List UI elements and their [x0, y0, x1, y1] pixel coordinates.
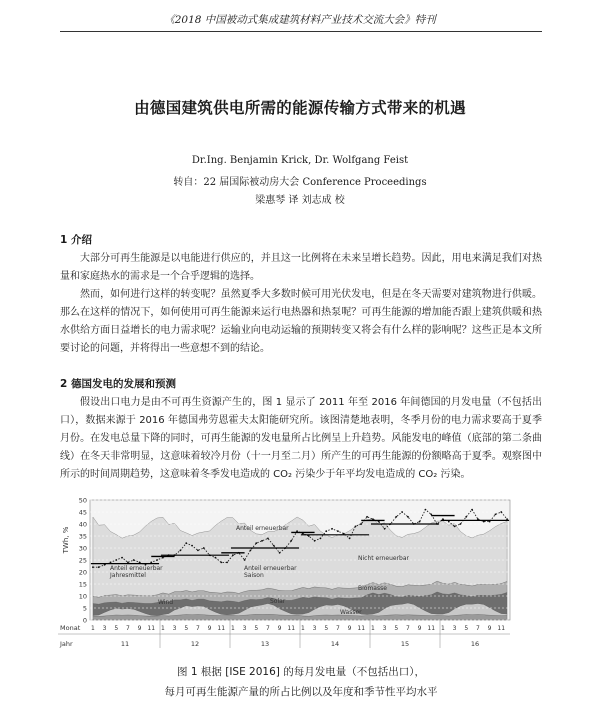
figure-caption-line-2: 每月可再生能源产量的所占比例以及年度和季节性平均水平	[164, 686, 438, 698]
x-year-label-2: 13	[260, 640, 270, 648]
x-year-label-4: 15	[400, 640, 410, 648]
x-month-tick-29: 11	[427, 625, 436, 632]
chart-annotation-0: Anteil erneuerbar	[236, 525, 289, 532]
chart-annotation-1-line-1: Jahresmittel	[110, 572, 146, 579]
x-month-tick-2: 5	[114, 625, 119, 632]
y-tick-label-9: 45	[78, 508, 87, 517]
x-month-tick-23: 11	[357, 625, 366, 632]
renewable-share-point-16	[185, 542, 187, 544]
x-month-tick-26: 5	[394, 625, 399, 632]
renewable-share-point-62	[454, 526, 456, 528]
figure-caption-line-1: 图 1 根据 [ISE 2016] 的每月发电量（不包括出口），	[177, 666, 425, 678]
y-tick-label-8: 40	[78, 520, 87, 529]
x-month-tick-32: 5	[464, 625, 469, 632]
renewable-share-point-41	[331, 528, 333, 530]
x-month-tick-31: 3	[452, 625, 457, 632]
x-year-label-1: 12	[190, 640, 200, 648]
x-month-tick-12: 1	[231, 625, 235, 632]
section-1-body	[60, 250, 542, 358]
renewable-share-point-39	[320, 538, 322, 540]
x-month-tick-16: 9	[277, 625, 282, 632]
chart-annotation-1: Anteil erneuerbar	[110, 565, 163, 572]
x-month-tick-18: 1	[301, 625, 305, 632]
y-tick-label-7: 35	[78, 532, 87, 541]
x-month-tick-4: 9	[137, 625, 142, 632]
y-tick-label-2: 10	[78, 592, 87, 601]
renewable-share-point-22	[220, 562, 222, 564]
renewable-share-point-24	[232, 554, 234, 556]
y-tick-label-0: 0	[82, 616, 87, 625]
x-month-tick-14: 5	[254, 625, 259, 632]
x-month-tick-34: 9	[487, 625, 492, 632]
running-header: 《2018 中国被动式集成建筑材料产业技术交流大会》特刊	[164, 14, 436, 26]
y-tick-label-5: 25	[78, 556, 87, 565]
renewable-share-point-56	[419, 521, 421, 523]
chart-annotation-4: Biomasse	[358, 585, 387, 592]
x-year-label-5: 16	[470, 640, 480, 648]
chart-annotation-5: Wind	[158, 599, 174, 606]
header-rule	[60, 31, 542, 32]
x-month-tick-10: 9	[207, 625, 212, 632]
monthly-generation-chart	[58, 496, 520, 652]
x-month-tick-1: 3	[102, 625, 107, 632]
y-tick-label-6: 30	[78, 544, 87, 553]
renewable-share-point-40	[325, 530, 327, 532]
renewable-share-point-47	[366, 516, 368, 518]
renewable-share-point-53	[401, 511, 403, 513]
x-month-tick-13: 3	[242, 625, 247, 632]
renewable-share-point-26	[244, 559, 246, 561]
renewable-share-point-46	[360, 523, 362, 525]
renewable-share-point-17	[191, 545, 193, 547]
x-month-tick-20: 5	[324, 625, 329, 632]
article-authors: Dr.Ing. Benjamin Krick, Dr. Wolfgang Feist	[191, 155, 409, 166]
x-row-label-month: Monat	[60, 624, 81, 632]
renewable-share-point-50	[384, 528, 386, 530]
x-month-tick-30: 1	[441, 625, 445, 632]
renewable-share-point-11	[156, 559, 158, 561]
renewable-share-point-38	[314, 540, 316, 542]
x-month-tick-6: 1	[161, 625, 165, 632]
renewable-share-point-18	[197, 550, 199, 552]
x-month-tick-19: 3	[312, 625, 317, 632]
renewable-share-point-45	[355, 526, 357, 528]
x-month-tick-11: 11	[217, 625, 226, 632]
renewable-share-point-52	[395, 516, 397, 518]
renewable-share-point-69	[495, 514, 497, 516]
renewable-share-point-7	[133, 559, 135, 561]
renewable-share-point-5	[121, 557, 123, 559]
article-translators: 梁惠琴 译 刘志成 校	[255, 195, 345, 206]
section-1-paragraph-1: 大部分可再生能源是以电能进行供应的，并且这一比例将在未来呈增长趋势。因此，用电来满足我们对热量和家庭热水的需求是一个合乎逻辑的选择。	[60, 253, 542, 282]
x-month-tick-17: 11	[287, 625, 296, 632]
x-month-tick-27: 7	[406, 625, 410, 632]
renewable-share-point-4	[115, 559, 117, 561]
renewable-share-point-32	[279, 552, 281, 554]
renewable-share-point-30	[267, 538, 269, 540]
x-month-tick-22: 9	[347, 625, 352, 632]
x-month-tick-8: 5	[184, 625, 189, 632]
chart-annotation-3: Nicht erneuerbar	[358, 555, 409, 562]
renewable-share-point-65	[471, 509, 473, 511]
x-month-tick-33: 7	[476, 625, 480, 632]
section-1-paragraph-2: 然而，如何进行这样的转变呢？虽然夏季大多数时候可用光伏发电，但是在冬天需要对建筑物进行供暖。那么在这样的情况下，如何使用可再生能源来运行电热器和热泵呢？可再生能源的增加能否跟上建筑供暖和热水供给方面日益增长的电力需求呢？运输业向电动运输的预期转变又将会有什么样的影响呢？这些正是本文所要讨论的问题，并将得出一些意想不到的结论。	[60, 289, 542, 354]
x-month-tick-7: 3	[172, 625, 177, 632]
x-year-label-3: 14	[330, 640, 340, 648]
renewable-share-point-1	[98, 566, 100, 568]
chart-annotation-7: Wasser	[340, 609, 362, 616]
x-row-label-year: Jahr	[60, 640, 73, 648]
section-2-paragraph-1: 假设出口电力是由不可再生资源产生的，图 1 显示了 2011 年至 2016 年间德国的月发电量（不包括出口），数据来源于 2016 年德国弗劳恩霍夫太阳能研究所。该图清楚地表明，冬季月份的电力需求要高于夏季月份。在发电总量下降的同时，可再生能源的发电量所占比例呈上升趋势。风能发电的峰值（底部的第二条曲线）在冬天非常明显，这意味着较冷月份（十一月至二月）所产生的可再生能源的份额略高于夏季。观察图中所示的时间周期趋势，这意味着冬季发电造成的 CO₂ 污染少于年平均发电造成的 CO₂ 污染。	[60, 397, 542, 480]
renewable-share-point-21	[215, 557, 217, 559]
renewable-share-point-63	[460, 523, 462, 525]
renewable-share-point-64	[465, 516, 467, 518]
renewable-share-point-15	[180, 550, 182, 552]
chart-annotation-2: Anteil erneuerbar	[244, 565, 297, 572]
section-2-heading: 2 德国发电的发展和预测	[60, 378, 176, 390]
x-month-tick-15: 7	[266, 625, 270, 632]
section-1-heading: 1 介绍	[60, 234, 92, 246]
renewable-share-point-0	[92, 566, 94, 568]
renewable-share-point-19	[203, 547, 205, 549]
x-month-tick-28: 9	[417, 625, 422, 632]
chart-annotation-6: Solar	[270, 598, 286, 605]
chart-annotation-2-line-1: Saison	[244, 572, 264, 579]
renewable-share-point-42	[337, 530, 339, 532]
x-month-tick-3: 7	[126, 625, 130, 632]
renewable-share-point-54	[407, 516, 409, 518]
x-month-tick-0: 1	[91, 625, 95, 632]
renewable-share-point-70	[500, 511, 502, 513]
x-month-tick-5: 11	[147, 625, 156, 632]
x-year-label-0: 11	[120, 640, 130, 648]
renewable-share-point-31	[273, 545, 275, 547]
y-tick-label-1: 5	[82, 604, 87, 613]
x-month-tick-35: 11	[497, 625, 506, 632]
y-tick-label-4: 20	[78, 568, 87, 577]
renewable-share-point-23	[226, 562, 228, 564]
renewable-share-point-29	[261, 540, 263, 542]
y-axis-label: TWh, %	[62, 526, 70, 554]
x-month-tick-24: 1	[371, 625, 375, 632]
renewable-share-point-28	[255, 542, 257, 544]
section-2-body	[60, 394, 542, 484]
renewable-share-point-34	[290, 540, 292, 542]
article-reprint-source: 转自：22 届国际被动房大会 Conference Proceedings	[173, 177, 427, 188]
x-month-tick-9: 7	[196, 625, 200, 632]
x-month-tick-25: 3	[382, 625, 387, 632]
renewable-share-point-57	[425, 509, 427, 511]
y-tick-label-3: 15	[78, 580, 87, 589]
renewable-share-point-44	[349, 538, 351, 540]
renewable-share-point-27	[250, 550, 252, 552]
article-title: 由德国建筑供电所需的能源传输方式带来的机遇	[134, 99, 466, 117]
x-month-tick-21: 7	[336, 625, 340, 632]
y-tick-label-10: 50	[78, 496, 87, 505]
